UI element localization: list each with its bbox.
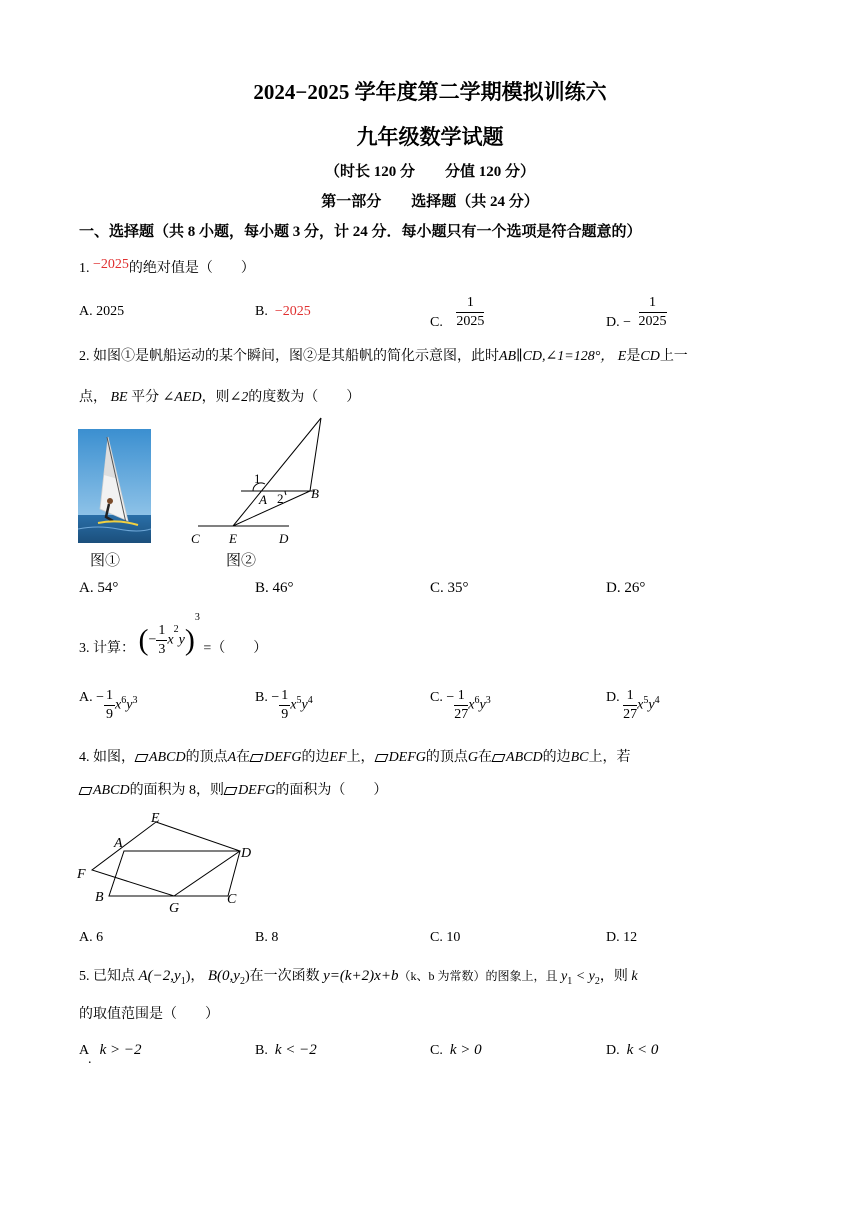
part-heading: 第一部分 选择题（共 24 分） xyxy=(321,194,539,210)
question-3-stem: 3. 计算： (− $\frac{1}{3}$ $x^2y)^3$ =（ ） xyxy=(79,612,268,657)
label-c: C xyxy=(227,892,237,907)
q4-option-b[interactable]: B. 8 xyxy=(255,930,279,945)
figure-1-caption: 图① xyxy=(90,553,121,569)
label-g: G xyxy=(169,901,180,916)
question-5-stem-line2: 的取值范围是（ ） xyxy=(79,1007,219,1022)
q3-option-d[interactable]: D. $\frac{1}{27}$ $x^5y^4$ xyxy=(606,688,660,722)
q1-option-b[interactable]: B. −2025 xyxy=(255,304,311,319)
q2-option-a[interactable]: A. 54° xyxy=(79,580,119,596)
sail-geometry-figure xyxy=(185,412,335,548)
point-e-label: E xyxy=(229,531,237,546)
stray-dot: . xyxy=(88,1052,92,1067)
label-f: F xyxy=(77,867,86,882)
label-d: D xyxy=(241,846,252,861)
question-5-stem-line1: 5. 已知点 $A(-2,y_1)$， $B(0,y_2)$在一次函数 y=(k+2)x+b（k、b 为常数）的图象上，且 $y_1 < y_2$，则 k xyxy=(79,968,638,987)
label-e: E xyxy=(151,811,160,826)
parallelogram-icon xyxy=(224,787,238,795)
angle-2-label: 2 xyxy=(277,491,284,506)
exam-title: 2024−2025 学年度第二学期模拟训练六 xyxy=(253,80,607,104)
q1-option-d[interactable]: D. − $\frac{1}{2025}$ xyxy=(606,295,667,330)
q1-option-c[interactable]: C. $\frac{1}{2025}$ xyxy=(430,295,485,330)
q2-option-d[interactable]: D. 26° xyxy=(606,580,646,596)
exam-subtitle: 九年级数学试题 xyxy=(356,125,504,149)
parallelogram-icon xyxy=(135,754,149,762)
q1-option-a[interactable]: A. 2025 xyxy=(79,304,125,319)
label-a: A xyxy=(114,836,123,851)
point-c-label: C xyxy=(191,531,200,546)
parallelogram-icon xyxy=(250,754,264,762)
q5-option-a[interactable]: A k > −2 xyxy=(79,1042,142,1058)
q5-option-c[interactable]: C. k > 0 xyxy=(430,1042,482,1058)
q1-expression: −2025 xyxy=(93,257,129,272)
q5-option-b[interactable]: B. k < −2 xyxy=(255,1042,317,1058)
figure-2-caption: 图② xyxy=(226,553,257,569)
question-2-stem-line2: 点， BE 平分 ∠AED，则∠2的度数为（ ） xyxy=(79,390,361,405)
windsurfing-illustration xyxy=(78,429,151,543)
q3-option-b[interactable]: B. − $\frac{1}{9}$ $x^5y^4$ xyxy=(255,688,313,722)
q4-option-c[interactable]: C. 10 xyxy=(430,930,461,945)
question-4-stem-line2: ABCD的面积为 8，则 DEFG的面积为（ ） xyxy=(79,781,782,801)
parallelogram-figure xyxy=(74,806,264,920)
q4-option-a[interactable]: A. 6 xyxy=(79,930,104,945)
q2-option-b[interactable]: B. 46° xyxy=(255,580,294,596)
question-1-stem: 1. −2025的绝对值是（ ） xyxy=(79,257,255,276)
q3-option-a[interactable]: A. − $\frac{1}{9}$ $x^6y^3$ xyxy=(79,688,138,722)
parallelogram-icon xyxy=(492,754,506,762)
angle-1-label: 1 xyxy=(254,471,261,486)
point-b-label: B xyxy=(311,486,319,501)
point-a-label: A xyxy=(259,492,267,507)
q4-option-d[interactable]: D. 12 xyxy=(606,930,638,945)
exam-duration: （时长 120 分 分值 120 分） xyxy=(324,164,535,180)
q5-option-d[interactable]: D. k < 0 xyxy=(606,1042,659,1058)
question-2-stem-line1: 2. 如图①是帆船运动的某个瞬间，图②是其船帆的简化示意图，此时AB∥CD,∠1=128°， E是CD上一 xyxy=(79,349,688,364)
parallelogram-icon xyxy=(79,787,93,795)
label-b: B xyxy=(95,890,104,905)
question-4-stem-line1: 4. 如图， ABCD的顶点A在 DEFG的边EF上， DEFG的顶点G在 ABCD的边BC上，若 xyxy=(79,750,631,765)
windsurfing-photo xyxy=(78,429,151,543)
section-heading: 一、选择题（共 8 小题，每小题 3 分，计 24 分．每小题只有一个选项是符合题意的） xyxy=(79,224,642,240)
q3-option-c[interactable]: C. − $\frac{1}{27}$ $x^6y^3$ xyxy=(430,688,491,722)
point-d-label: D xyxy=(279,531,289,546)
q2-option-c[interactable]: C. 35° xyxy=(430,580,469,596)
parallelogram-icon xyxy=(374,754,388,762)
